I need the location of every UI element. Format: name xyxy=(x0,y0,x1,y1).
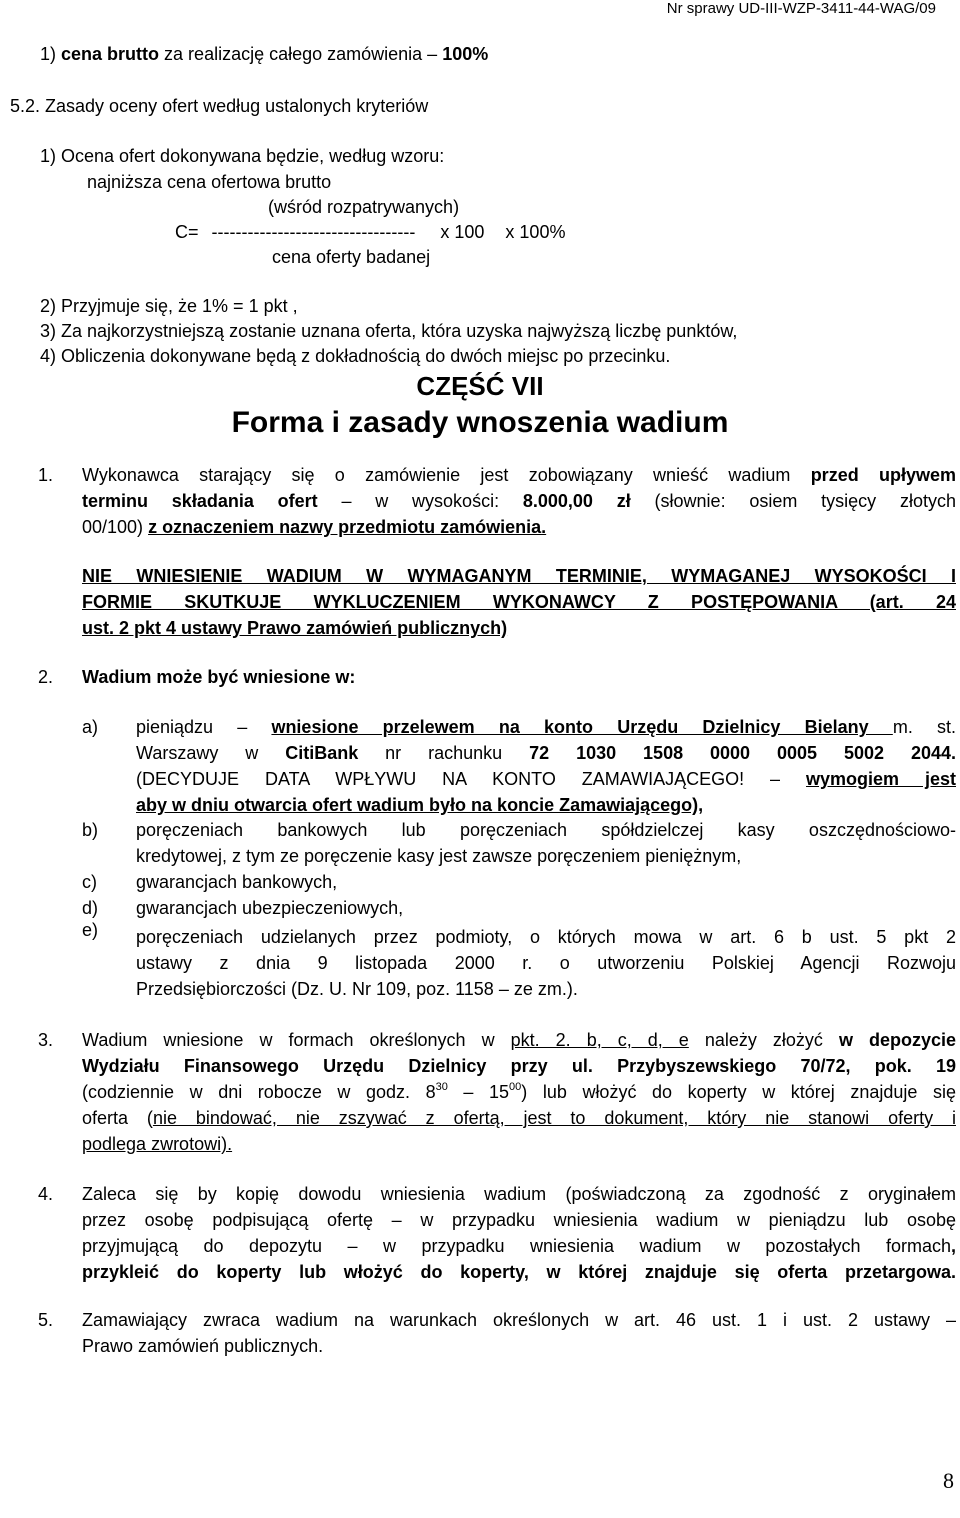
p2b-line1: poręczeniach bankowych lub poręczeniach spółdzielczej kasy oszczędnościowo- xyxy=(136,820,956,840)
p2c-line1: gwarancjach bankowych, xyxy=(136,872,338,892)
warning-line3: ust. 2 pkt 4 ustawy Prawo zamówień publicznych) xyxy=(82,618,508,638)
formula-denominator: cena oferty badanej xyxy=(272,247,431,267)
bank-account-number: 72 1030 1508 0000 0005 5002 2044. xyxy=(529,743,957,763)
warning-line1: NIE WNIESIENIE WADIUM W WYMAGANYM TERMINIE, WYMAGANEJ WYSOKOŚCI I xyxy=(82,566,956,586)
p2e-label: e) xyxy=(82,920,99,940)
page-number: 8 xyxy=(943,1468,954,1493)
formula-dashes: ---------------------------------- xyxy=(211,222,416,242)
p2e-line3: Przedsiębiorczości (Dz. U. Nr 109, poz. 1158 – ze zm.). xyxy=(136,979,578,999)
p5-line2: Prawo zamówień publicznych. xyxy=(82,1336,324,1356)
p4-line3: przyjmującą do depozytu – w przypadku wniesienia wadium w pozostałych formach, xyxy=(82,1236,956,1256)
p2d-label: d) xyxy=(82,898,99,918)
formula-x100pct: x 100% xyxy=(505,222,566,242)
p2a-label: a) xyxy=(82,717,99,737)
criterion-price-weight: 100% xyxy=(442,44,489,64)
p5-line1: Zamawiający zwraca wadium na warunkach określonych w art. 46 ust. 1 i ust. 2 ustawy – xyxy=(82,1310,956,1330)
p3-line5: podlega zwrotowi). xyxy=(82,1134,233,1154)
p2b-line2: kredytowej, z tym ze poręczenie kasy jest zawsze poręczeniem pieniężnym, xyxy=(136,846,742,866)
p2-number: 2. xyxy=(38,667,54,687)
p2e-line2: ustawy z dnia 9 listopada 2000 r. o utworzeniu Polskiej Agencji Rozwoju xyxy=(136,953,956,973)
p4-line1: Zaleca się by kopię dowodu wniesienia wadium (poświadczoną za zgodność z oryginałem xyxy=(82,1184,956,1204)
p1-deadline: przed upływem xyxy=(810,465,957,485)
p4-line4: przykleić do koperty lub włożyć do koperty, w której znajduje się oferta przetargowa. xyxy=(82,1262,956,1282)
formula-line xyxy=(175,222,565,243)
p3-line3: (codziennie w dni robocze w godz. $8^{30} - 15^{00}$) lub włożyć do koperty w której znajduje się xyxy=(82,1081,956,1102)
p3-line4: oferta (nie bindować, nie zszywać z ofertą, jest to dokument, który nie stanowi oferty i xyxy=(82,1108,956,1128)
p2a-line3: (DECYDUJE DATA WPŁYWU NA KONTO ZAMAWIAJĄCEGO! – wymogiem jest xyxy=(136,769,956,789)
criterion-price-label: cena brutto xyxy=(61,44,160,64)
formula-numerator-note: (wśród rozpatrywanych) xyxy=(268,197,460,217)
case-number-header: Nr sprawy UD-III-WZP-3411-44-WAG/09 xyxy=(666,0,936,17)
p4-number: 4. xyxy=(38,1184,54,1204)
p2-heading: Wadium może być wniesione w: xyxy=(82,667,356,687)
rule-2: 2) Przyjmuje się, że 1% = 1 pkt , xyxy=(40,296,298,316)
p1-number: 1. xyxy=(38,465,54,485)
rule-3: 3) Za najkorzystniejszą zostanie uznana oferta, która uzyska najwyższą liczbę punktów, xyxy=(40,321,738,341)
p1-line2: terminu składania ofert – w wysokości: 8.000,00 zł (słownie: osiem tysięcy złotych xyxy=(82,491,957,511)
p1-line1: Wykonawca starający się o zamówienie jest zobowiązany wnieść wadium przed upływem xyxy=(82,465,957,485)
part-title: CZĘŚĆ VII xyxy=(416,371,544,401)
p1-line3: 00/100) z oznaczeniem nazwy przedmiotu zamówienia. xyxy=(82,517,547,537)
formula-numerator: najniższa cena ofertowa brutto xyxy=(87,172,332,192)
section-heading-5-2: 5.2. Zasady oceny ofert według ustalonych kryteriów xyxy=(10,96,429,116)
p3-line1: Wadium wniesione w formach określonych w pkt. 2. b, c, d, e należy złożyć w depozycie xyxy=(82,1030,956,1050)
p3-line2: Wydziału Finansowego Urzędu Dzielnicy przy ul. Przybyszewskiego 70/72, pok. 19 xyxy=(82,1056,956,1076)
p1-amount: 8.000,00 zł xyxy=(522,491,631,511)
p2c-label: c) xyxy=(82,872,97,892)
p2a-line2: Warszawy w CitiBank nr rachunku 72 1030 1508 0000 0005 5002 2044. xyxy=(136,743,957,763)
p2a-line4: aby w dniu otwarcia ofert wadium było na koncie Zamawiającego), xyxy=(136,795,704,815)
formula-intro: 1) Ocena ofert dokonywana będzie, według wzoru: xyxy=(40,146,445,166)
p4-line2: przez osobę podpisującą ofertę – w przypadku wniesienia wadium w pieniądzu lub osobę xyxy=(82,1210,956,1230)
p2b-label: b) xyxy=(82,820,99,840)
warning-line2: FORMIE SKUTKUJE WYKLUCZENIEM WYKONAWCY Z POSTĘPOWANIA (art. 24 xyxy=(82,592,956,612)
p2a-line1: pieniądzu – wniesione przelewem na konto Urzędu Dzielnicy Bielany m. st. xyxy=(136,717,957,737)
section-title: Forma i zasady wnoszenia wadium xyxy=(231,406,729,439)
bank-name: CitiBank xyxy=(285,743,359,763)
p5-number: 5. xyxy=(38,1310,54,1330)
p2d-line1: gwarancjach ubezpieczeniowych, xyxy=(136,898,404,918)
criterion-price: 1) cena brutto za realizację całego zamówienia – 100% xyxy=(40,44,489,64)
formula-c-label: C= xyxy=(175,222,199,242)
p3-number: 3. xyxy=(38,1030,54,1050)
formula-x100: x 100 xyxy=(440,222,485,242)
p2e-line1: poręczeniach udzielanych przez podmioty, o których mowa w art. 6 b ust. 5 pkt 2 xyxy=(136,927,956,947)
rule-4: 4) Obliczenia dokonywane będą z dokładnością do dwóch miejsc po przecinku. xyxy=(40,346,671,366)
